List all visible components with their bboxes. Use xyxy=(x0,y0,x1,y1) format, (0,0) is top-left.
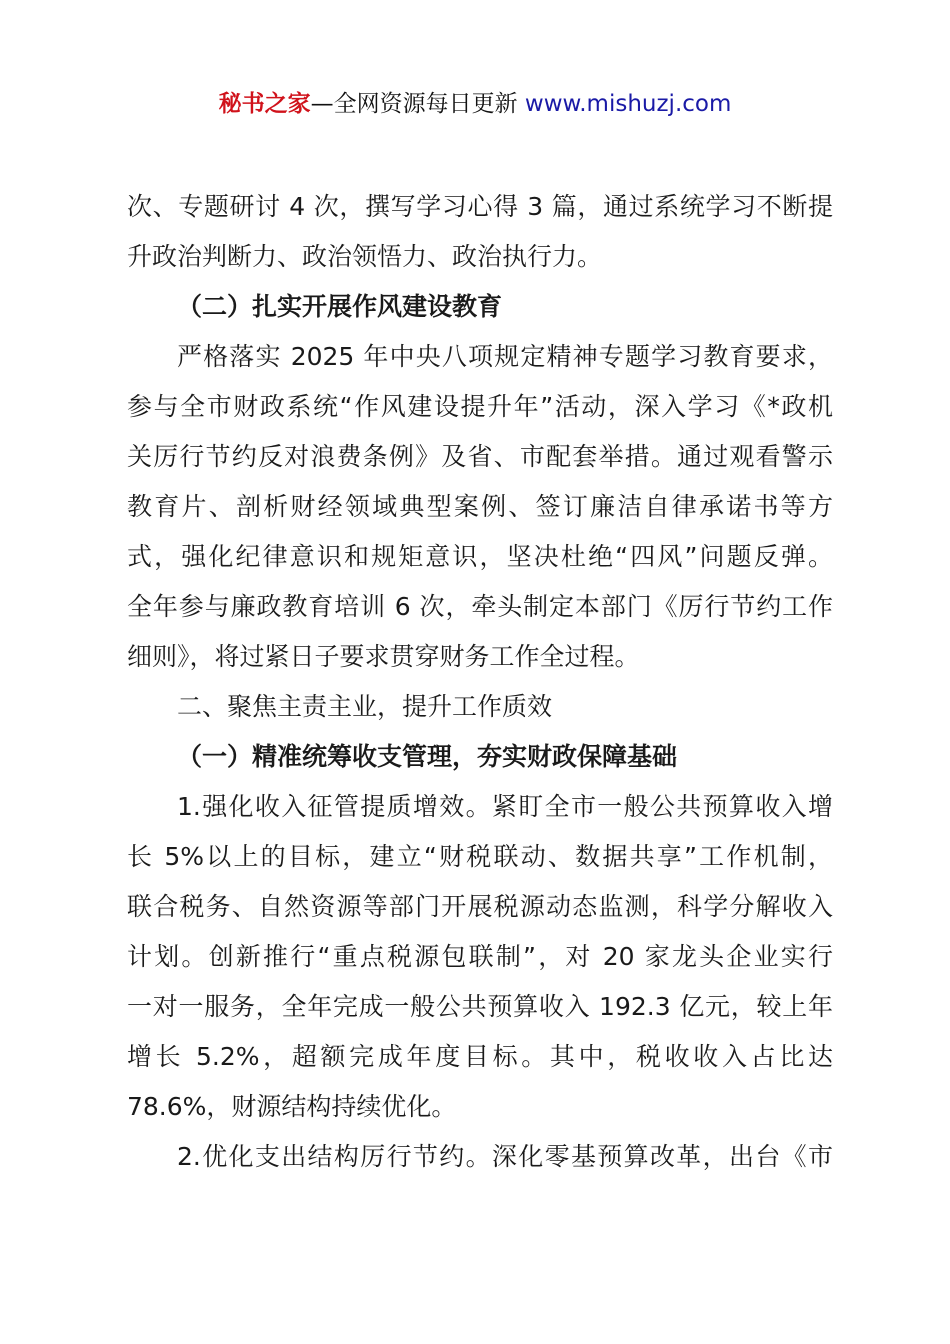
header-slogan: —全网资源每日更新 xyxy=(310,91,518,117)
text-line: 1.强化收入征管提质增效。紧盯全市一般公共预算收入增 xyxy=(177,792,833,821)
text-line: 一对一服务，全年完成一般公共预算收入 192.3 亿元，较上年 xyxy=(127,992,833,1021)
text-line: 78.6%，财源结构持续优化。 xyxy=(127,1092,457,1121)
text-line: 关厉行节约反对浪费条例》及省、市配套举措。通过观看警示 xyxy=(127,442,833,471)
text-line: 增长 5.2%，超额完成年度目标。其中，税收收入占比达 xyxy=(127,1042,833,1071)
text-line: 升政治判断力、政治领悟力、政治执行力。 xyxy=(127,242,603,271)
text-line: 教育片、剖析财经领域典型案例、签订廉洁自律承诺书等方 xyxy=(127,492,833,521)
brand-name: 秘书之家 xyxy=(218,91,311,117)
text-line: 严格落实 2025 年中央八项规定精神专题学习教育要求， xyxy=(177,342,833,371)
section-heading: （一）精准统筹收支管理，夯实财政保障基础 xyxy=(177,742,678,771)
text-line: 联合税务、自然资源等部门开展税源动态监测，科学分解收入 xyxy=(127,892,833,921)
text-line: 长 5%以上的目标，建立“财税联动、数据共享”工作机制， xyxy=(127,842,833,871)
text-line: 2.优化支出结构厉行节约。深化零基预算改革，出台《市 xyxy=(177,1142,833,1171)
chapter-heading: 二、聚焦主责主业，提升工作质效 xyxy=(177,692,553,721)
site-url-link[interactable]: www.mishuzj.com xyxy=(524,91,732,117)
text-line: 式，强化纪律意识和规矩意识，坚决杜绝“四风”问题反弹。 xyxy=(127,542,833,571)
text-line: 计划。创新推行“重点税源包联制”，对 20 家龙头企业实行 xyxy=(127,942,833,971)
text-line: 参与全市财政系统“作风建设提升年”活动，深入学习《*政机 xyxy=(127,392,833,421)
section-heading: （二）扎实开展作风建设教育 xyxy=(177,292,503,321)
text-line: 细则》，将过紧日子要求贯穿财务工作全过程。 xyxy=(127,642,640,671)
text-line: 次、专题研讨 4 次，撰写学习心得 3 篇，通过系统学习不断提 xyxy=(127,192,833,221)
site-header xyxy=(0,86,950,122)
document-body xyxy=(127,182,833,1182)
text-line: 全年参与廉政教育培训 6 次，牵头制定本部门《厉行节约工作 xyxy=(127,592,833,621)
